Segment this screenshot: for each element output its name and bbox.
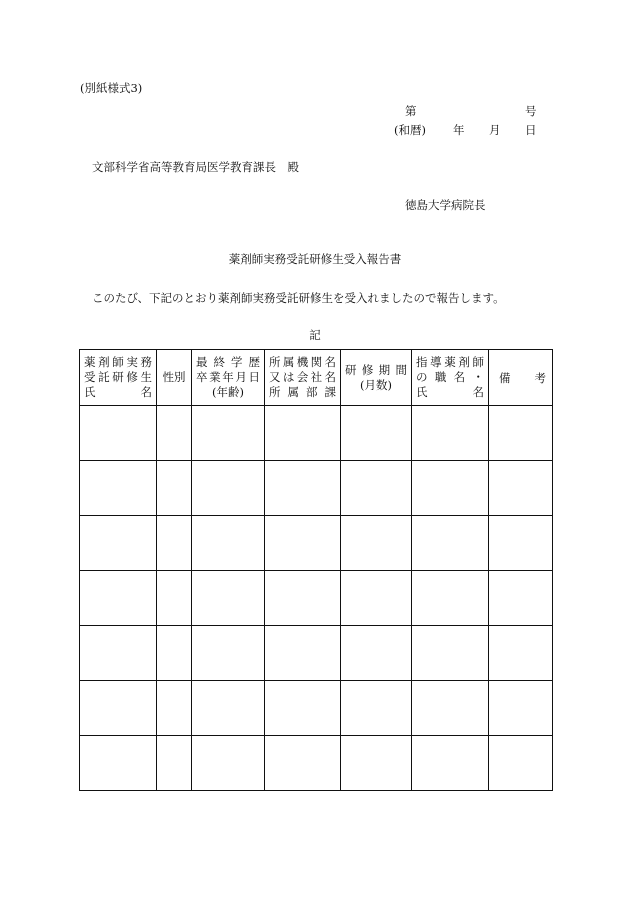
table-cell[interactable] (265, 736, 341, 791)
table-cell[interactable] (80, 461, 157, 516)
table-cell[interactable] (412, 626, 489, 681)
table-cell[interactable] (80, 681, 157, 736)
table-row (80, 406, 553, 461)
header-line: の職名・ (416, 370, 484, 384)
header-period (341, 350, 412, 406)
table-cell[interactable] (489, 516, 553, 571)
table-cell[interactable] (412, 736, 489, 791)
table-cell[interactable] (489, 681, 553, 736)
addressee: 文部科学省高等教育局医学教育課長 殿 (92, 160, 299, 174)
table-cell[interactable] (192, 626, 265, 681)
table-cell[interactable] (265, 516, 341, 571)
header-line: 薬剤師実務 (84, 355, 152, 369)
header-line: 考 (534, 370, 546, 385)
table-cell[interactable] (412, 406, 489, 461)
table-cell[interactable] (192, 571, 265, 626)
month-label: 月 (489, 123, 501, 137)
form-number: (別紙様式3) (80, 81, 143, 95)
table-cell[interactable] (80, 516, 157, 571)
table-header-row (80, 350, 553, 406)
header-education (192, 350, 265, 406)
table-row (80, 626, 553, 681)
table-cell[interactable] (341, 461, 412, 516)
table-cell[interactable] (489, 571, 553, 626)
era-label: (和暦) (394, 123, 426, 137)
table-cell[interactable] (489, 406, 553, 461)
header-line: 又は会社名 (269, 370, 336, 384)
table-cell[interactable] (489, 626, 553, 681)
table-row (80, 461, 553, 516)
year-label: 年 (453, 123, 465, 137)
day-label: 日 (525, 123, 537, 137)
table-cell[interactable] (412, 681, 489, 736)
table-cell[interactable] (80, 736, 157, 791)
table-cell[interactable] (341, 736, 412, 791)
table-cell[interactable] (265, 681, 341, 736)
table-cell[interactable] (489, 461, 553, 516)
header-supervisor (412, 350, 489, 406)
table-cell[interactable] (341, 571, 412, 626)
table-cell[interactable] (412, 461, 489, 516)
header-trainee-name (80, 350, 157, 406)
header-affiliation (265, 350, 341, 406)
table-cell[interactable] (157, 626, 192, 681)
header-sex (157, 350, 192, 406)
number-prefix: 第 (405, 104, 417, 118)
table-cell[interactable] (192, 461, 265, 516)
table-row (80, 736, 553, 791)
table-cell[interactable] (157, 461, 192, 516)
table-cell[interactable] (265, 626, 341, 681)
header-line: 備 (499, 370, 511, 385)
table-cell[interactable] (341, 516, 412, 571)
table-cell[interactable] (157, 681, 192, 736)
header-line: 氏 名 (84, 385, 152, 399)
header-line: 受託研修生 (84, 370, 152, 384)
table-cell[interactable] (157, 406, 192, 461)
table-cell[interactable] (412, 516, 489, 571)
number-suffix: 号 (525, 104, 537, 118)
table-row (80, 516, 553, 571)
header-line: 指導薬剤師 (416, 355, 484, 369)
table-cell[interactable] (157, 516, 192, 571)
report-table (79, 349, 553, 791)
header-remarks (489, 350, 553, 406)
body-text: このたび、下記のとおり薬剤師実務受託研修生を受入れましたので報告します。 (92, 291, 505, 305)
table-cell[interactable] (80, 626, 157, 681)
table-cell[interactable] (265, 406, 341, 461)
table-cell[interactable] (192, 681, 265, 736)
header-line: 研修期間 (345, 362, 407, 377)
table-cell[interactable] (412, 571, 489, 626)
table-body (80, 406, 553, 791)
table-row (80, 681, 553, 736)
table-cell[interactable] (192, 736, 265, 791)
table-cell[interactable] (341, 681, 412, 736)
table-cell[interactable] (341, 626, 412, 681)
table-cell[interactable] (80, 406, 157, 461)
document-title: 薬剤師実務受託研修生受入報告書 (228, 252, 402, 266)
table-cell[interactable] (265, 461, 341, 516)
header-line: (年齢) (212, 385, 244, 399)
table-cell[interactable] (80, 571, 157, 626)
header-line: 最終学歴 (196, 355, 260, 369)
table-cell[interactable] (157, 571, 192, 626)
sender: 徳島大学病院長 (405, 198, 486, 212)
table-cell[interactable] (192, 406, 265, 461)
table-cell[interactable] (157, 736, 192, 791)
header-line: 所属機関名 (269, 355, 336, 369)
header-line: 所属部課 (269, 385, 336, 399)
header-line: 卒業年月日 (196, 370, 260, 384)
table-cell[interactable] (265, 571, 341, 626)
table-cell[interactable] (489, 736, 553, 791)
table-cell[interactable] (341, 406, 412, 461)
table-row (80, 571, 553, 626)
ki-label: 記 (309, 328, 321, 342)
table-cell[interactable] (192, 516, 265, 571)
header-line: 氏 名 (416, 385, 484, 399)
header-line: 性別 (162, 370, 186, 384)
header-line: (月数) (360, 377, 392, 392)
